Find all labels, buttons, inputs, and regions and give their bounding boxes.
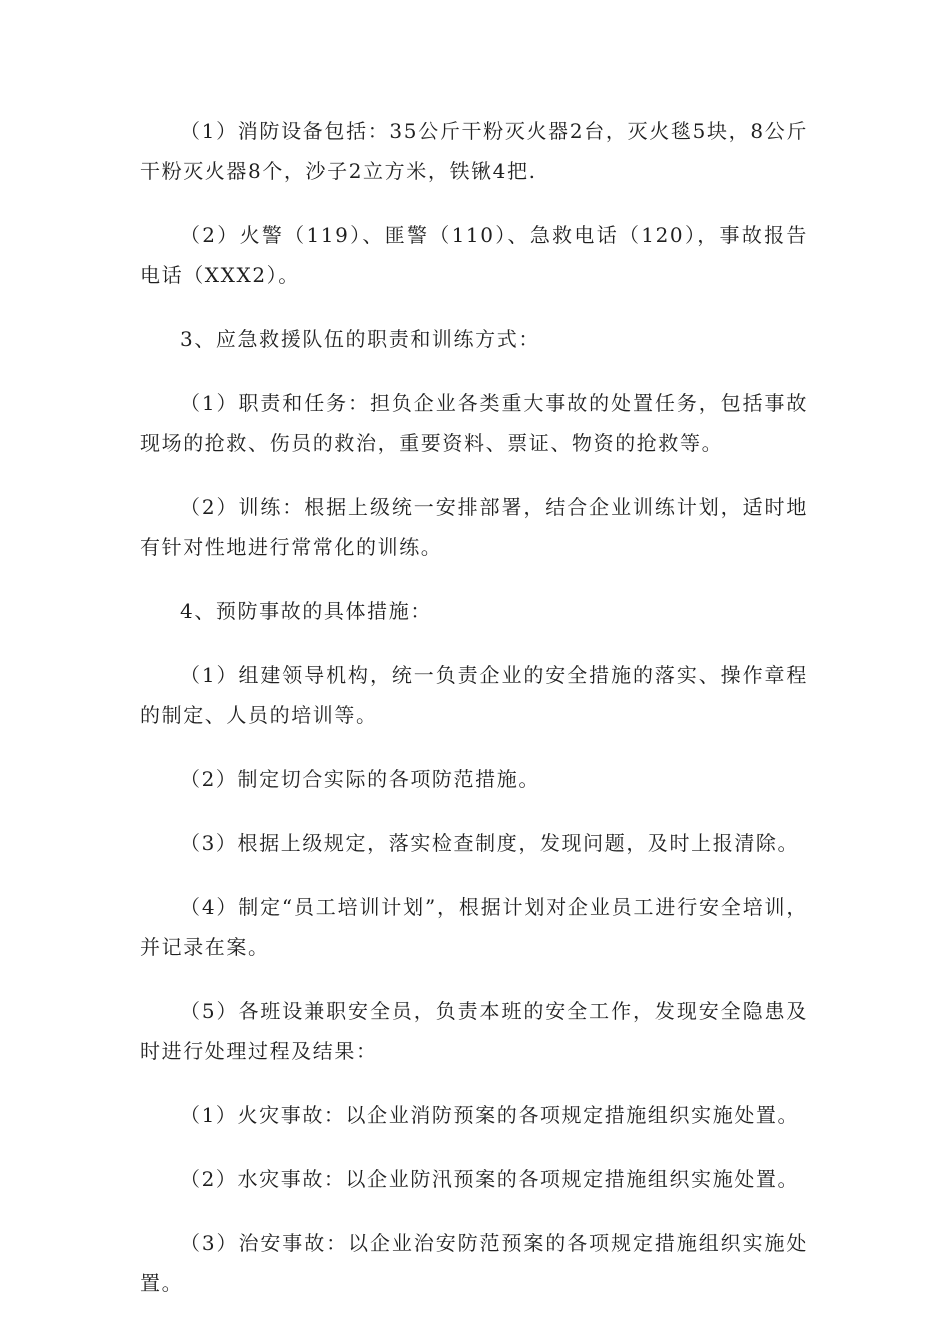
paragraph-fire-accident: （1）火灾事故：以企业消防预案的各项规定措施组织实施处置。	[180, 1103, 800, 1127]
paragraph-emergency-numbers: （2）火警（119）、匪警（110）、急救电话（120），事故报告电话（XXX2）。	[140, 223, 808, 287]
paragraph-inspection: （3）根据上级规定，落实检查制度，发现问题，及时上报清除。	[180, 831, 800, 855]
paragraph-leadership: （1）组建领导机构，统一负责企业的安全措施的落实、操作章程的制定、人员的培训等。	[140, 663, 808, 727]
section-heading-rescue-team: 3、应急救援队伍的职责和训练方式：	[180, 327, 540, 351]
paragraph-flood-accident: （2）水灾事故：以企业防汛预案的各项规定措施组织实施处置。	[180, 1167, 800, 1191]
paragraph-duties-tasks: （1）职责和任务：担负企业各类重大事故的处置任务，包括事故现场的抢救、伤员的救治，重要资料、票证、物资的抢救等。	[140, 391, 808, 455]
paragraph-staff-training: （4）制定“员工培训计划”，根据计划对企业员工进行安全培训，并记录在案。	[140, 895, 808, 959]
paragraph-security-accident: （3）治安事故：以企业治安防范预案的各项规定措施组织实施处置。	[140, 1231, 808, 1295]
paragraph-measures: （2）制定切合实际的各项防范措施。	[180, 767, 540, 791]
paragraph-fire-equipment: （1）消防设备包括：35公斤干粉灭火器2台，灭火毯5块，8公斤干粉灭火器8个，沙子2立方米，铁锹4把.	[140, 119, 808, 183]
paragraph-training: （2）训练：根据上级统一安排部署，结合企业训练计划，适时地有针对性地进行常常化的训练。	[140, 495, 808, 559]
section-heading-prevention-measures: 4、预防事故的具体措施：	[180, 599, 432, 623]
paragraph-safety-officer: （5）各班设兼职安全员，负责本班的安全工作，发现安全隐患及时进行处理过程及结果：	[140, 999, 808, 1063]
document-body	[140, 111, 808, 1327]
